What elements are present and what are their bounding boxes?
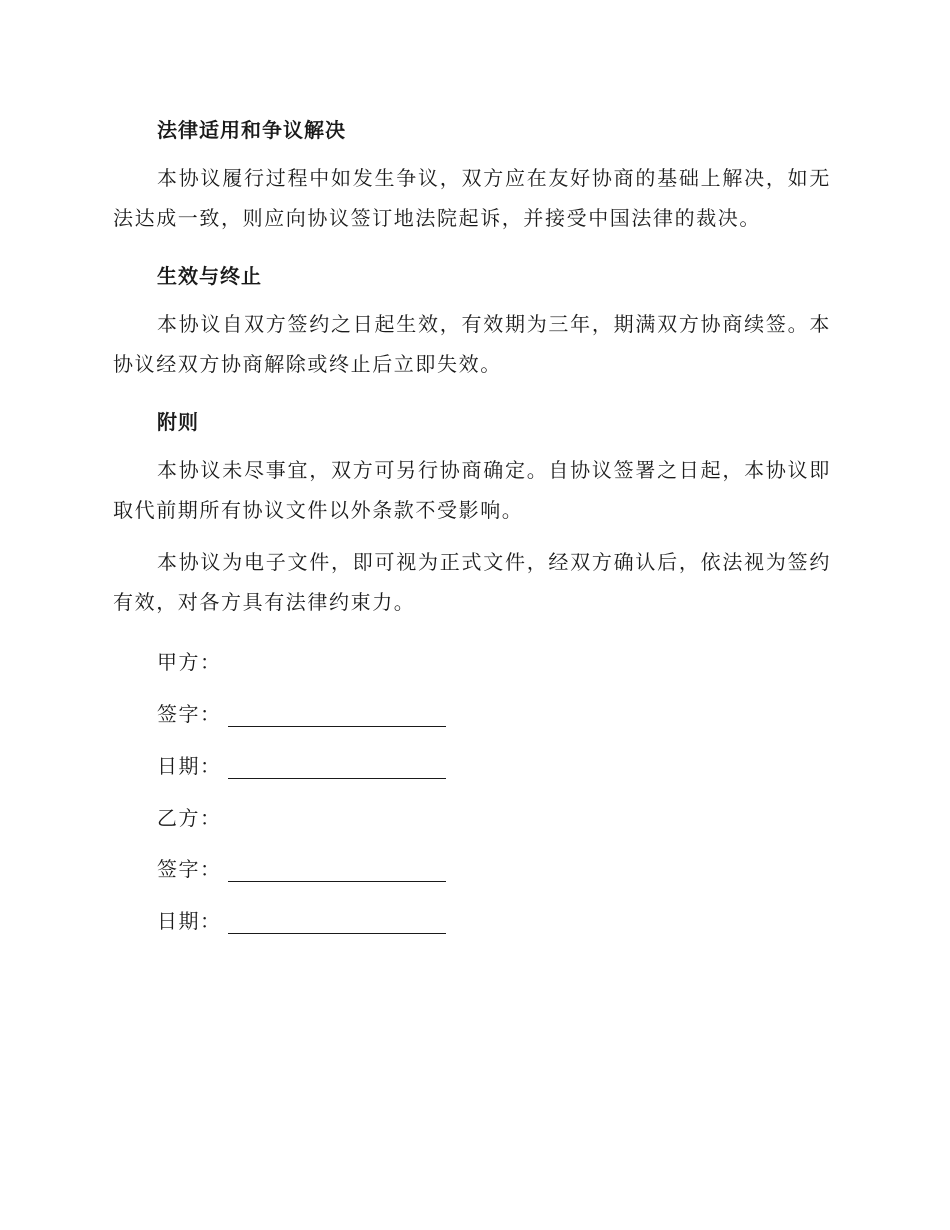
paragraph-effect: 本协议自双方签约之日起生效，有效期为三年，期满双方协商续签。本协议经双方协商解除或终止后立即失效。 xyxy=(113,312,831,376)
party-a-signature-line[interactable] xyxy=(228,704,446,727)
section-heading-appendix: 附则 xyxy=(157,410,199,434)
party-b-date-label: 日期： xyxy=(157,909,222,933)
party-b-signature-row xyxy=(157,853,446,882)
section-heading-law: 法律适用和争议解决 xyxy=(157,118,346,142)
party-a-date-line[interactable] xyxy=(228,756,446,779)
party-b-date-row xyxy=(157,905,446,934)
party-b-sign-label: 签字： xyxy=(157,857,222,881)
paragraph-appendix-1: 本协议未尽事宜，双方可另行协商确定。自协议签署之日起，本协议即取代前期所有协议文件以外条款不受影响。 xyxy=(113,458,831,522)
party-b-signature-line[interactable] xyxy=(228,859,446,882)
section-heading-effect: 生效与终止 xyxy=(157,264,262,288)
party-a-date-row xyxy=(157,750,446,779)
party-a-date-label: 日期： xyxy=(157,754,222,778)
party-a-signature-row xyxy=(157,698,446,727)
party-b-label-text: 乙方： xyxy=(157,806,222,830)
party-a-sign-label: 签字： xyxy=(157,702,222,726)
paragraph-appendix-2: 本协议为电子文件，即可视为正式文件，经双方确认后，依法视为签约有效，对各方具有法律约束力。 xyxy=(113,550,831,614)
party-a-label xyxy=(157,646,222,675)
party-a-label-text: 甲方： xyxy=(157,650,222,674)
party-b-date-line[interactable] xyxy=(228,911,446,934)
party-b-label xyxy=(157,802,222,831)
paragraph-dispute: 本协议履行过程中如发生争议，双方应在友好协商的基础上解决，如无法达成一致，则应向协议签订地法院起诉，并接受中国法律的裁决。 xyxy=(113,166,831,230)
